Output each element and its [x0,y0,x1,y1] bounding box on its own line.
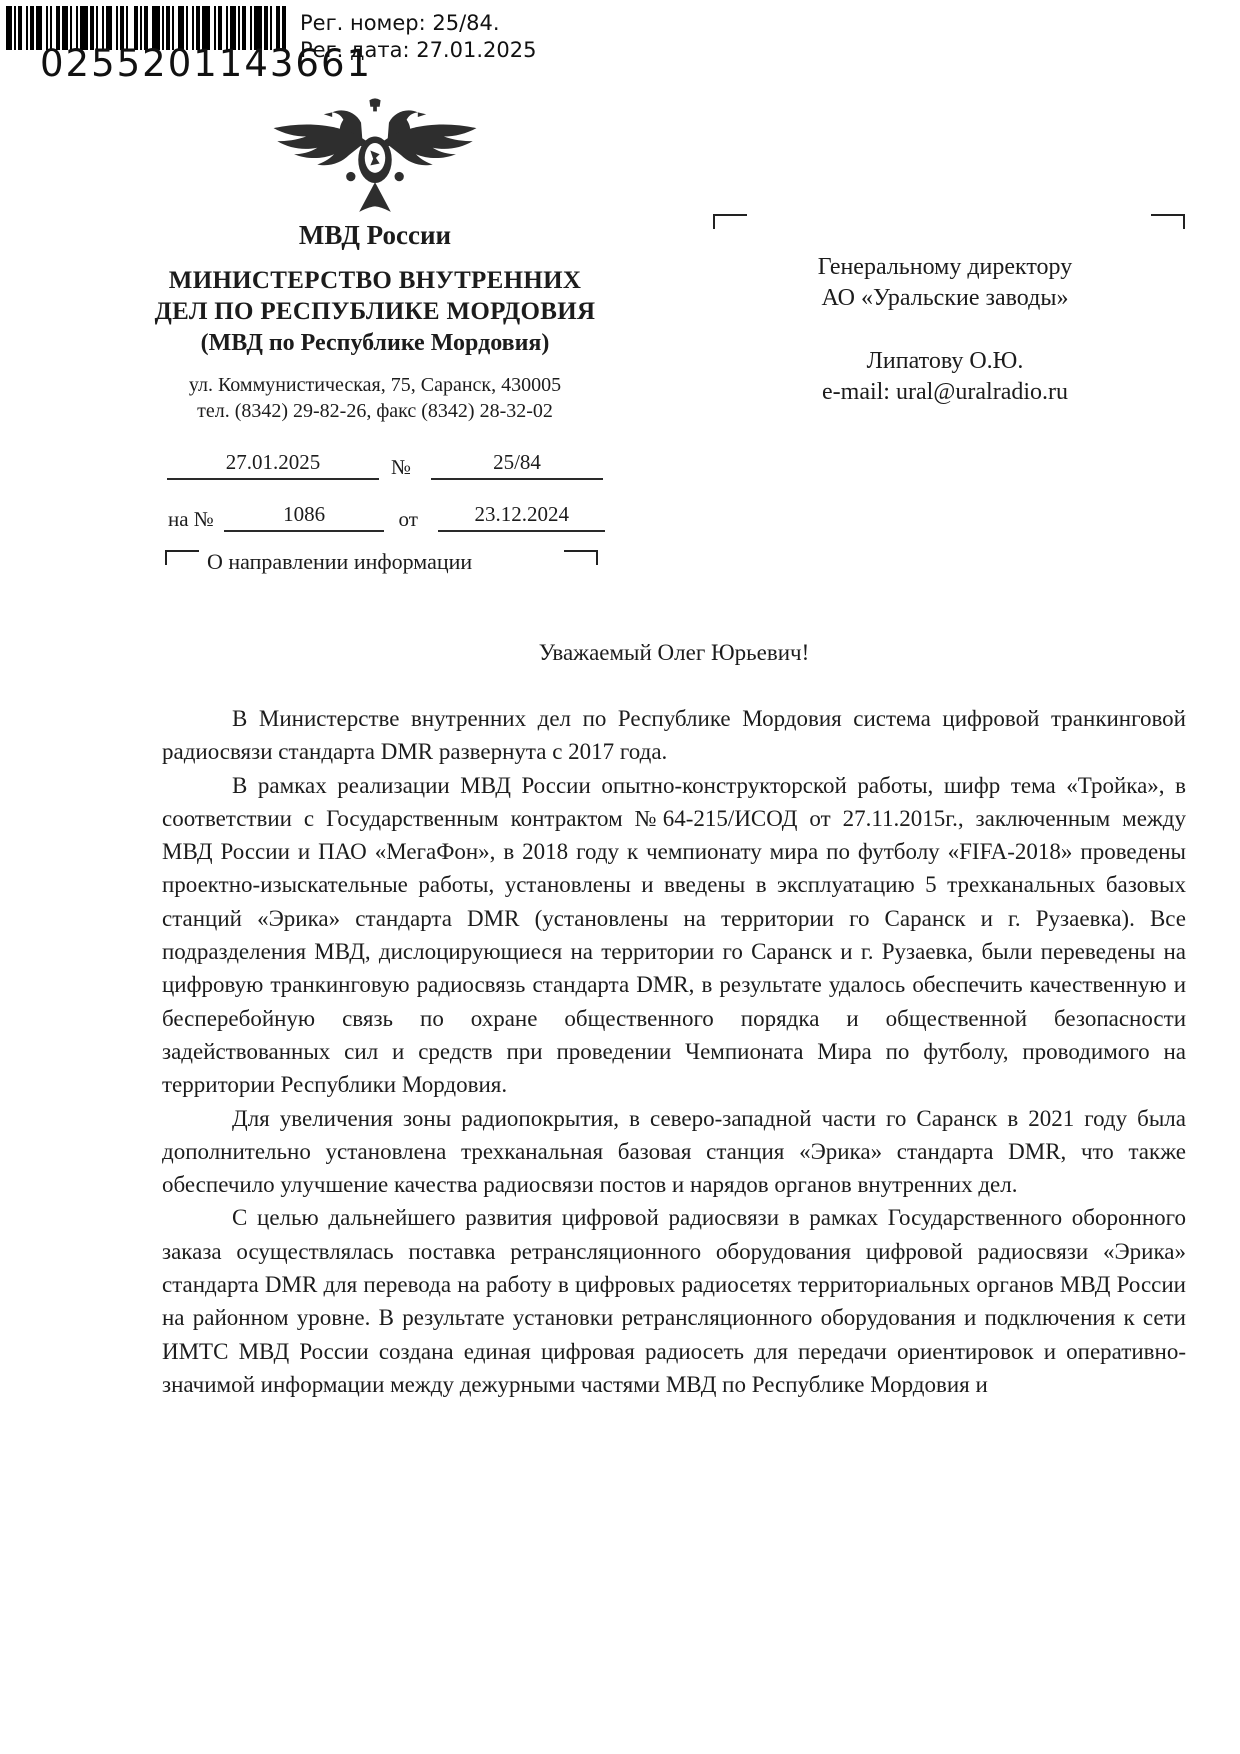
org-address: ул. Коммунистическая, 75, Саранск, 430005 [188,374,562,396]
letter-body [162,702,1186,1401]
outgoing-reference-row [145,450,605,480]
subject-row [145,548,605,576]
recipient-block [705,214,1185,408]
paragraph: В Министерстве внутренних дел по Республике Мордовия система цифровой транкинговой радиосвязи стандарта DMR развернута с 2017 года. [162,706,1186,765]
letterhead [145,98,605,576]
paragraph: С целью дальнейшего развития цифровой радиосвязи в рамках Государственного оборонного заказа осуществлялась поставка ретрансляционного оборудования цифровой радиосвязи «Эрика» стандарта DMR для перевода на работу в цифровых радиосетях территориальных органов МВД России на районном уровне. В результате установки ретрансляционного оборудования и подключения к сети ИМТС МВД России создана единая цифровая радиосеть для передачи ориентировок и оперативно-значимой информации между дежурными частями МВД по Республике Мордовия и [162,1205,1186,1397]
corner-mark-right-icon [1151,214,1185,229]
org-short-name: МВД России [298,220,452,250]
paragraph: Для увеличения зоны радиопокрытия, в северо-западной части го Саранск в 2021 году была дополнительно установлена трехканальная базовая станция «Эрика» стандарта DMR, что также обеспечило улучшение качества радиосвязи постов и нарядов органов внутренних дел. [162,1105,1186,1198]
number-sign: № [391,455,412,479]
corner-mark-right-icon [564,550,598,565]
org-abbrev: (МВД по Республике Мордовия) [200,330,550,356]
outgoing-date: 27.01.2025 [167,450,379,480]
reg-date: Рег. дата: 27.01.2025 [300,38,537,62]
paragraph: В рамках реализации МВД России опытно-конструкторской работы, шифр тема «Тройка», в соответствии с Государственным контрактом №64-215/ИСОД от 27.11.2015г., заключенным между МВД России и ПАО «МегаФон», в 2018 году к чемпионату мира по футболу «FIFA-2018» проведены проектно-изыскательные работы, установлены и введены в эксплуатацию 5 трехканальных базовых станций «Эрика» стандарта DMR (установлены на территории го Саранск и г. Рузаевка). Все подразделения МВД, дислоцирующиеся на территории го Саранск и г. Рузаевка, были переведены на цифровую транкинговую радиосвязь стандарта DMR, в результате удалось обеспечить качественную и бесперебойную связь по охране общественного порядка и общественной безопасности задействованных сил и средств при проведении Чемпионата Мира по футболу, проводимого на территории Республики Мордовия. [162,772,1186,1098]
recipient-name: Липатову О.Ю. [866,348,1024,374]
reply-from-label: от [398,507,418,531]
subject: О направлении информации [207,549,473,574]
corner-mark-left-icon [165,550,199,565]
mvd-double-headed-eagle-icon [268,98,482,216]
incoming-date: 23.12.2024 [438,502,605,532]
org-name-line1: МИНИСТЕРСТВО ВНУТРЕННИХ [168,267,582,294]
recipient-company: АО «Уральские заводы» [821,285,1069,311]
registration-info [300,10,536,64]
reply-prefix: на № [168,507,214,531]
incoming-reference-row [145,502,605,532]
salutation: Уважаемый Олег Юрьевич! [538,640,810,665]
reg-number: Рег. номер: 25/84. [300,11,500,35]
recipient-email: e-mail: ural@uralradio.ru [822,379,1068,405]
incoming-number: 1086 [224,502,385,532]
org-name-line2: ДЕЛ ПО РЕСПУБЛИКЕ МОРДОВИЯ [154,298,596,325]
corner-mark-left-icon [713,214,747,229]
recipient-position: Генеральному директору [817,254,1073,280]
barcode-number: 0255201143661 [40,42,373,85]
org-phone-fax: тел. (8342) 29-82-26, факс (8342) 28-32-02 [197,400,553,422]
outgoing-number: 25/84 [431,450,603,480]
